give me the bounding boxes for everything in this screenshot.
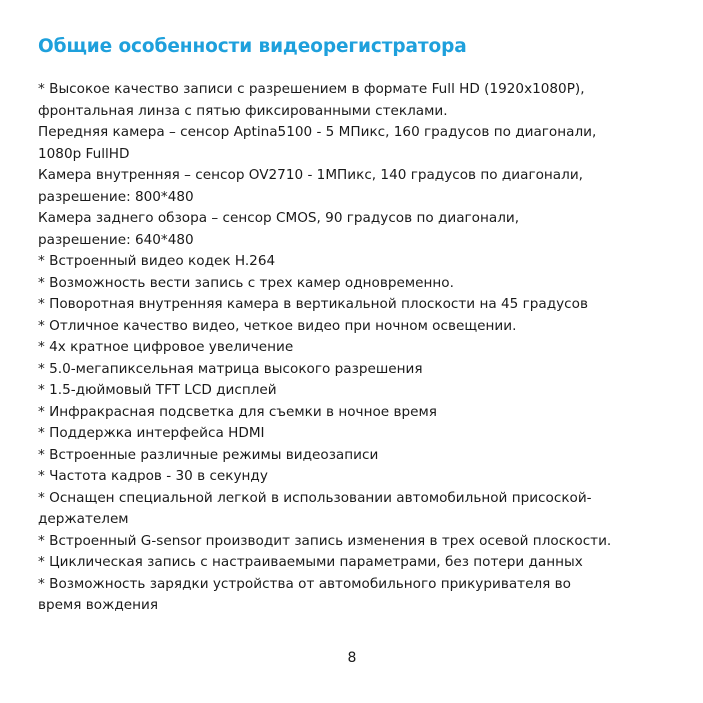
text-line: держателем — [38, 511, 129, 527]
text-line: * 5.0-мегапиксельная матрица высокого разрешения — [38, 360, 423, 377]
text-line: 1080p FullHD — [38, 145, 130, 162]
text-line: * Встроенный G-sensor производит запись изменения в трех осевой плоскости. — [38, 532, 612, 549]
text-line: * Возможность зарядки устройства от автомобильного прикуривателя во — [38, 575, 571, 592]
page-title: Общие особенности видеорегистратора — [38, 36, 467, 57]
text-line: * Встроенные различные режимы видеозаписи — [38, 446, 379, 463]
text-line: * Отличное качество видео, четкое видео при ночном освещении. — [38, 317, 517, 334]
page-number: 8 — [347, 650, 357, 666]
text-line: * 1.5-дюймовый TFT LCD дисплей — [38, 382, 277, 398]
text-line: Камера внутренняя – сенсор OV2710 - 1МПикс, 140 градусов по диагонали, — [38, 167, 583, 183]
text-line: * Оснащен специальной легкой в использовании автомобильной присоской- — [38, 489, 592, 506]
text-line: * Поддержка интерфейса HDMI — [38, 425, 265, 441]
text-line: * Циклическая запись с настраиваемыми параметрами, без потери данных — [38, 554, 583, 570]
text-line: * Инфракрасная подсветка для съемки в ночное время — [38, 403, 437, 420]
text-line: разрешение: 640*480 — [38, 231, 194, 248]
text-line: Камера заднего обзора – сенсор CMOS, 90 градусов по диагонали, — [38, 210, 520, 226]
text-line: время вождения — [38, 597, 158, 613]
text-line: * Возможность вести запись с трех камер одновременно. — [38, 274, 454, 291]
text-line: * Частота кадров - 30 в секунду — [38, 468, 268, 484]
text-line: фронтальная линза с пятью фиксированными стеклами. — [38, 102, 448, 119]
text-line: разрешение: 800*480 — [38, 188, 194, 205]
text-line: * Высокое качество записи с разрешением в формате Full HD (1920x1080P), — [38, 81, 585, 97]
text-line: * 4x кратное цифровое увеличение — [38, 339, 294, 355]
text-line: * Встроенный видео кодек H.264 — [38, 253, 276, 269]
text-line: * Поворотная внутренняя камера в вертикальной плоскости на 45 градусов — [38, 296, 588, 312]
features-text — [38, 79, 678, 617]
text-line: Передняя камера – сенсор Aptina5100 - 5 МПикс, 160 градусов по диагонали, — [38, 124, 597, 140]
